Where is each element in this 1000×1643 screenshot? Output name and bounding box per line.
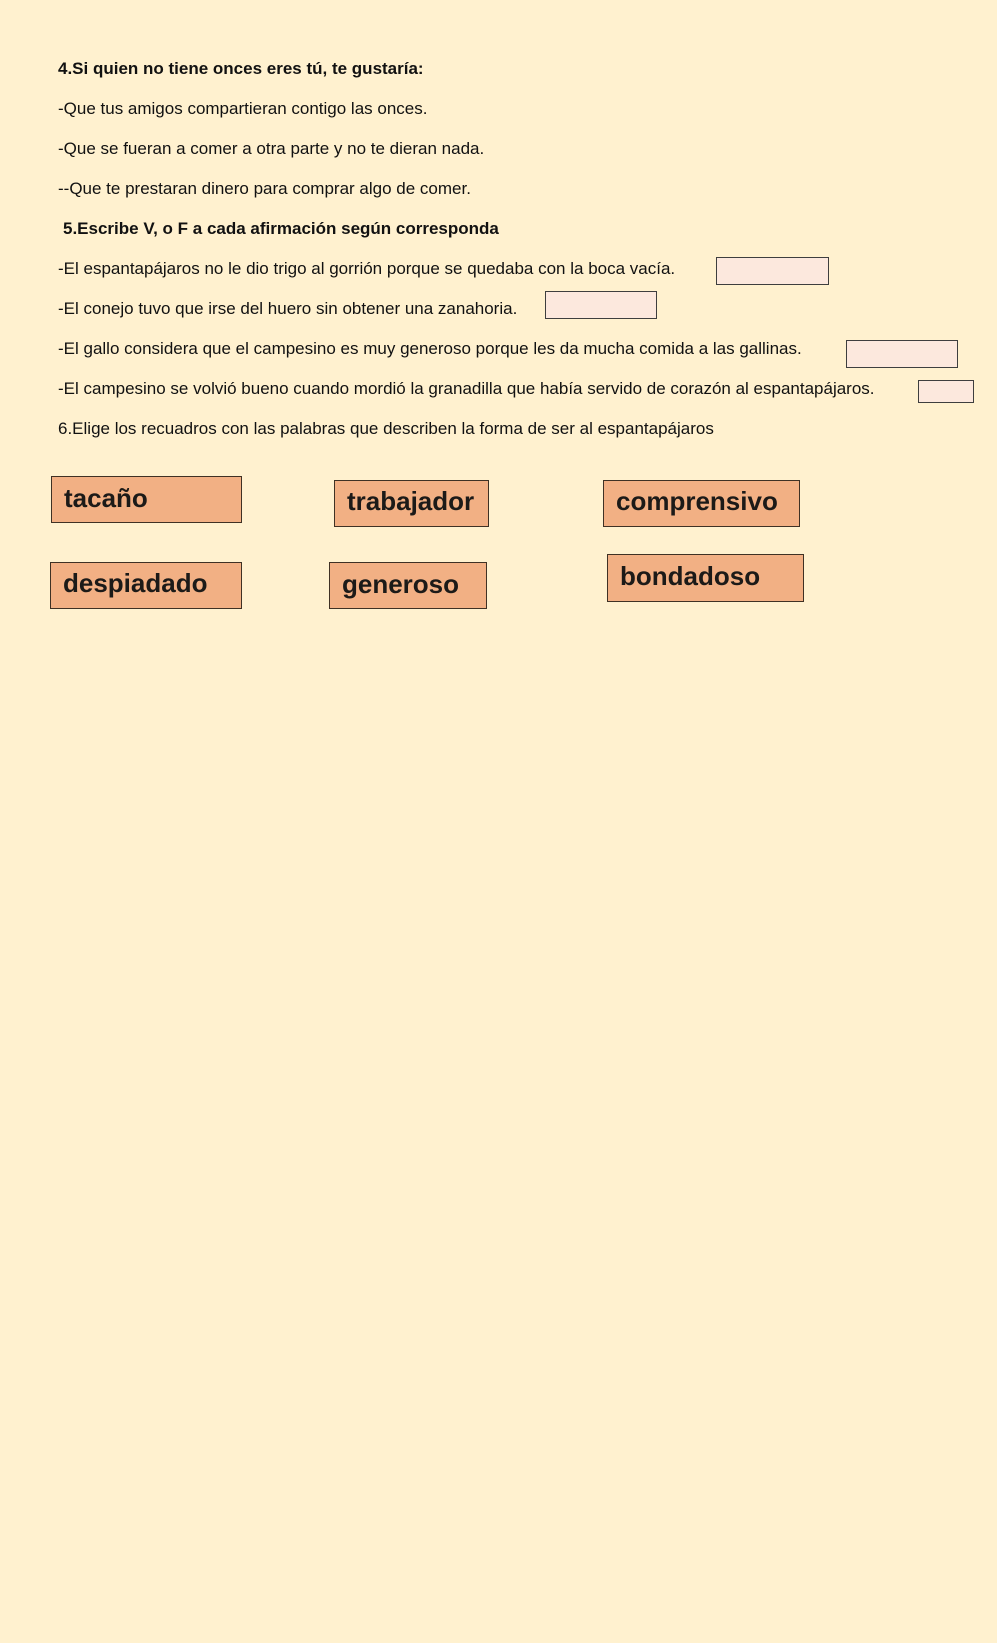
answer-box-1[interactable] <box>716 257 829 285</box>
question-4-option-1: -Que tus amigos compartieran contigo las onces. <box>58 99 428 118</box>
word-card-generoso[interactable]: generoso <box>329 562 487 609</box>
word-card-trabajador[interactable]: trabajador <box>334 480 489 527</box>
word-card-comprensivo[interactable]: comprensivo <box>603 480 800 527</box>
statement-3: -El gallo considera que el campesino es muy generoso porque les da mucha comida a las gallinas. <box>58 339 802 358</box>
question-4-option-2: -Que se fueran a comer a otra parte y no te dieran nada. <box>58 139 485 158</box>
word-card-tacano[interactable]: tacaño <box>51 476 242 523</box>
statement-4: -El campesino se volvió bueno cuando mordió la granadilla que había servido de corazón al espantapájaros. <box>58 379 875 398</box>
answer-box-2[interactable] <box>545 291 657 319</box>
question-4-title: 4.Si quien no tiene onces eres tú, te gustaría: <box>58 59 424 78</box>
word-card-bondadoso[interactable]: bondadoso <box>607 554 804 602</box>
question-6-title: 6.Elige los recuadros con las palabras que describen la forma de ser al espantapájaros <box>58 419 714 438</box>
answer-box-4[interactable] <box>918 380 974 403</box>
answer-input-1[interactable] <box>717 258 828 284</box>
answer-input-4[interactable] <box>919 381 973 402</box>
word-card-despiadado[interactable]: despiadado <box>50 562 242 609</box>
question-4-option-3: --Que te prestaran dinero para comprar algo de comer. <box>58 179 471 198</box>
answer-input-2[interactable] <box>546 292 656 318</box>
question-5-title: 5.Escribe V, o F a cada afirmación según corresponda <box>63 219 499 238</box>
answer-input-3[interactable] <box>847 341 957 367</box>
statement-2: -El conejo tuvo que irse del huero sin obtener una zanahoria. <box>58 299 518 318</box>
statement-1: -El espantapájaros no le dio trigo al gorrión porque se quedaba con la boca vacía. <box>58 259 676 278</box>
answer-box-3[interactable] <box>846 340 958 368</box>
